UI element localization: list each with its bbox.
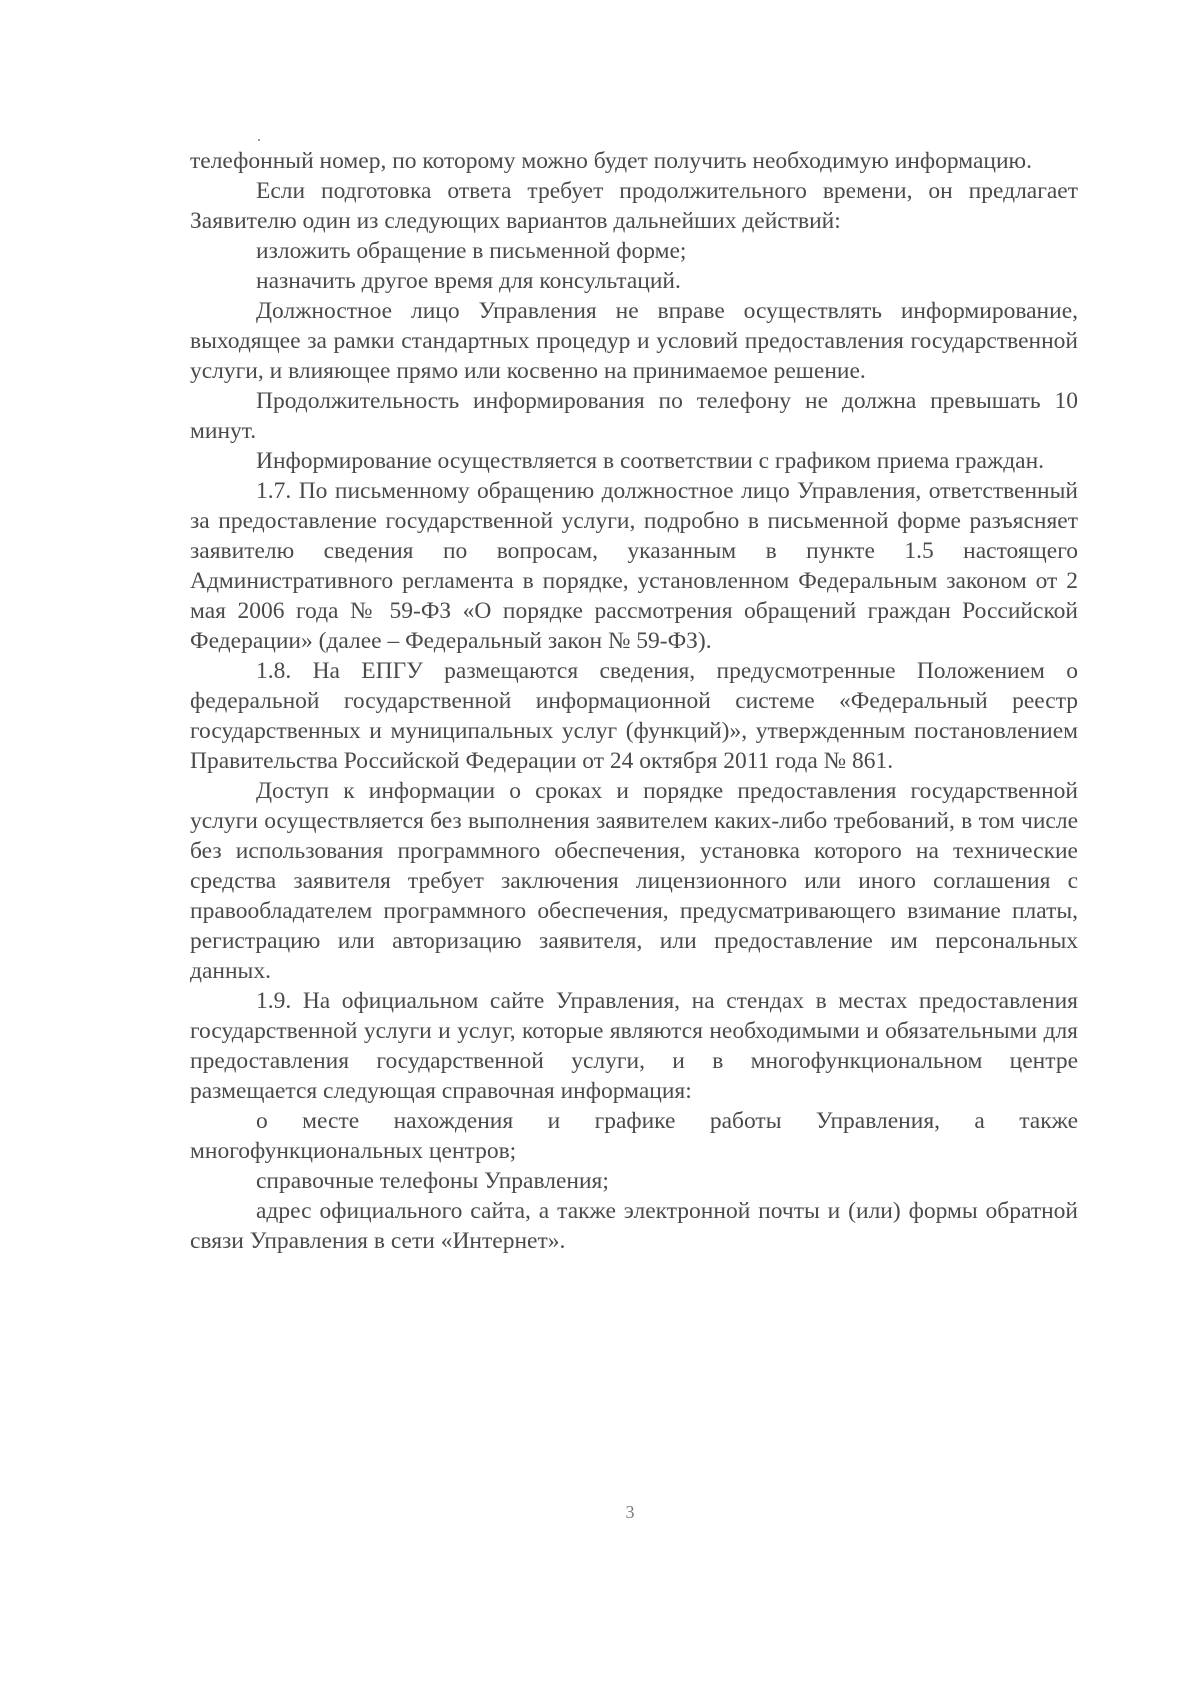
paragraph-duration: Продолжительность информирования по телефону не должна превышать 10 минут. [190, 388, 1078, 444]
paragraph-schedule: Информирование осуществляется в соответствии с графиком приема граждан. [256, 448, 1045, 474]
paragraph-access: Доступ к информации о сроках и порядке предоставления государственной услуги осуществляется без выполнения заявителем каких-либо требований, в том числе без использования программного обеспечения, установка которого на технические средства заявителя требует заключения лицензионного или иного соглашения с правообладателем программного обеспечения, предусматривающего взимание платы, регистрацию или авторизацию заявителя, или предоставление им персональных данных. [190, 778, 1078, 984]
scan-artifact-dot [258, 139, 260, 141]
paragraph-1-9: 1.9. На официальном сайте Управления, на стендах в местах предоставления государственной услуги и услуг, которые являются необходимыми и обязательными для предоставления государственной услуги, и в многофункциональном центре размещается следующая справочная информация: [190, 988, 1078, 1104]
paragraph-option-reschedule: назначить другое время для консультаций. [256, 268, 681, 294]
paragraph-option-written: изложить обращение в письменной форме; [256, 238, 687, 264]
paragraph-long-answer: Если подготовка ответа требует продолжительного времени, он предлагает Заявителю один из следующих вариантов дальнейших действий: [190, 178, 1078, 234]
paragraph-location-info: о месте нахождения и графике работы Управления, а также многофункциональных центров; [190, 1108, 1078, 1164]
document-body [190, 146, 1078, 1256]
paragraph-phones: справочные телефоны Управления; [256, 1168, 609, 1194]
page-number: 3 [625, 1502, 635, 1522]
paragraph-official-limits: Должностное лицо Управления не вправе осуществлять информирование, выходящее за рамки стандартных процедур и условий предоставления государственной услуги, и влияющее прямо или косвенно на принимаемое решение. [190, 298, 1078, 384]
paragraph-website: адрес официального сайта, а также электронной почты и (или) формы обратной связи Управления в сети «Интернет». [190, 1198, 1078, 1254]
paragraph-phone-continuation: телефонный номер, по которому можно будет получить необходимую информацию. [190, 148, 1032, 174]
paragraph-1-8: 1.8. На ЕПГУ размещаются сведения, предусмотренные Положением о федеральной государственной информационной системе «Федеральный реестр государственных и муниципальных услуг (функций)», утвержденным постановлением Правительства Российской Федерации от 24 октября 2011 года № 861. [190, 658, 1078, 774]
paragraph-1-7: 1.7. По письменному обращению должностное лицо Управления, ответственный за предоставление государственной услуги, подробно в письменной форме разъясняет заявителю сведения по вопросам, указанным в пункте 1.5 настоящего Административного регламента в порядке, установленном Федеральным законом от 2 мая 2006 года № 59-ФЗ «О порядке рассмотрения обращений граждан Российской Федерации» (далее – Федеральный закон № 59-ФЗ). [190, 478, 1078, 654]
